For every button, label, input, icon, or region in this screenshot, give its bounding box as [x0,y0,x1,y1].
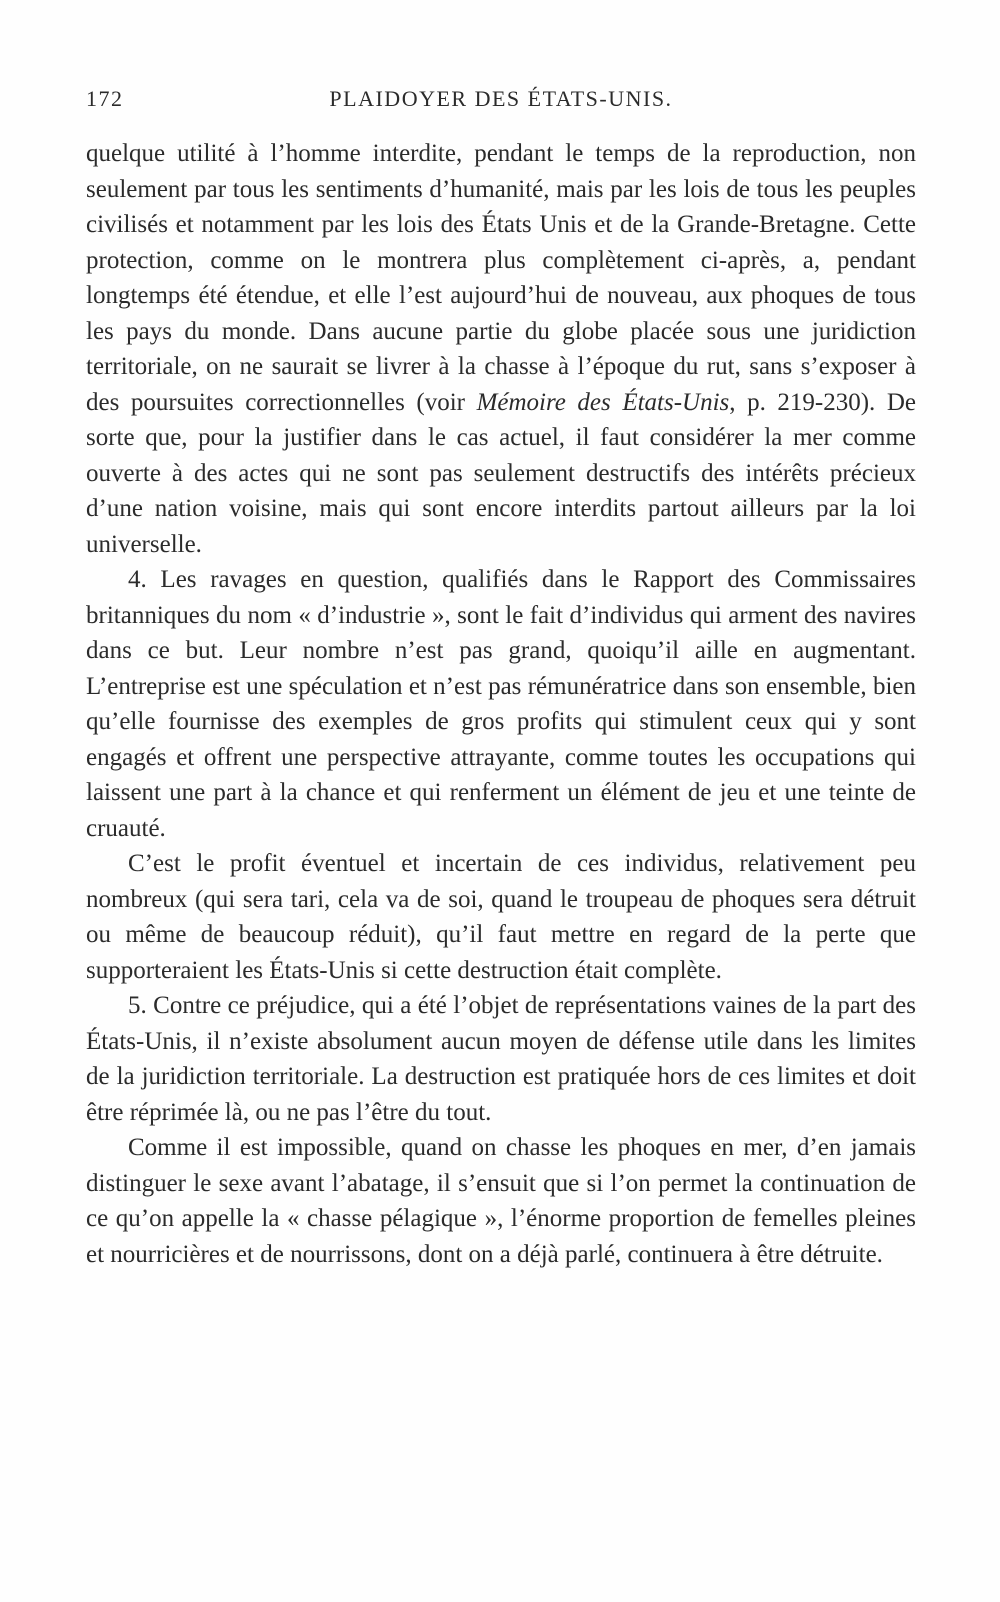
running-title: PLAIDOYER DES ÉTATS-UNIS. [329,86,673,111]
paragraph: Comme il est impossible, quand on chasse les phoques en mer, d’en jamais distinguer le sexe avant l’abatage, il s’ensuit que si l’on permet la continuation de ce qu’on appelle la « chasse pélagique », l’énorme proportion de femelles pleines et nourricières et de nourrissons, dont on a déjà parlé, continuera à être détruite. [86,1134,916,1268]
paragraph-5: 5. Contre ce préjudice, qui a été l’objet de représentations vaines de la part des États-Unis, il n’existe absolument aucun moyen de défense utile dans les limites de la juridiction territoriale. La destruction est pratiquée hors de ces limites et doit être réprimée là, ou ne pas l’être du tout. [86,992,916,1126]
italic-reference: Mémoire des États-Unis [476,388,730,416]
paragraph-text: quelque utilité à l’homme interdite, pendant le temps de la reproduction, non seulement par tous les sentiments d’humanité, mais par les lois de tous les peuples civilisés et notamment par les lois des États Unis et de la Grande-Bretagne. Cette protection, comme on le montrera plus complètement ci-après, a, pendant longtemps été étendue, et elle l’est aujourd’hui de nouveau, aux phoques de tous les pays du monde. Dans aucune partie du globe placée sous une juridiction territoriale, on ne saurait se livrer à la chasse à l’époque du rut, sans s’exposer à des poursuites correctionnelles (voir [86,140,916,416]
paragraph-continuation [86,136,916,562]
running-head [86,86,916,116]
body-text [86,136,916,1272]
paragraph: C’est le profit éventuel et incertain de ces individus, relativement peu nombreux (qui sera tari, cela va de soi, quand le troupeau de phoques sera détruit ou même de beaucoup réduit), qu’il faut mettre en regard de la perte que supporteraient les États-Unis si cette destruction était complète. [86,850,916,984]
paragraph-text: , p. 219-230). De sorte que, pour la justifier dans le cas actuel, il faut considérer la mer comme ouverte à des actes qui ne sont pas seulement destructifs des intérêts précieux d’une nation voisine, mais qui sont encore interdits partout ailleurs par la loi universelle. [86,388,916,558]
page-number: 172 [86,86,124,111]
paragraph-4: 4. Les ravages en question, qualifiés dans le Rapport des Commissaires britanniques du nom « d’industrie », sont le fait d’individus qui arment des navires dans ce but. Leur nombre n’est pas grand, quoiqu’il aille en augmentant. L’entreprise est une spéculation et n’est pas rémunératrice dans son ensemble, bien qu’elle fournisse des exemples de gros profits qui stimulent ceux qui y sont engagés et offrent une perspective attrayante, comme toutes les occupations qui laissent une part à la chance et qui renferment un élément de jeu et une teinte de cruauté. [86,566,916,842]
